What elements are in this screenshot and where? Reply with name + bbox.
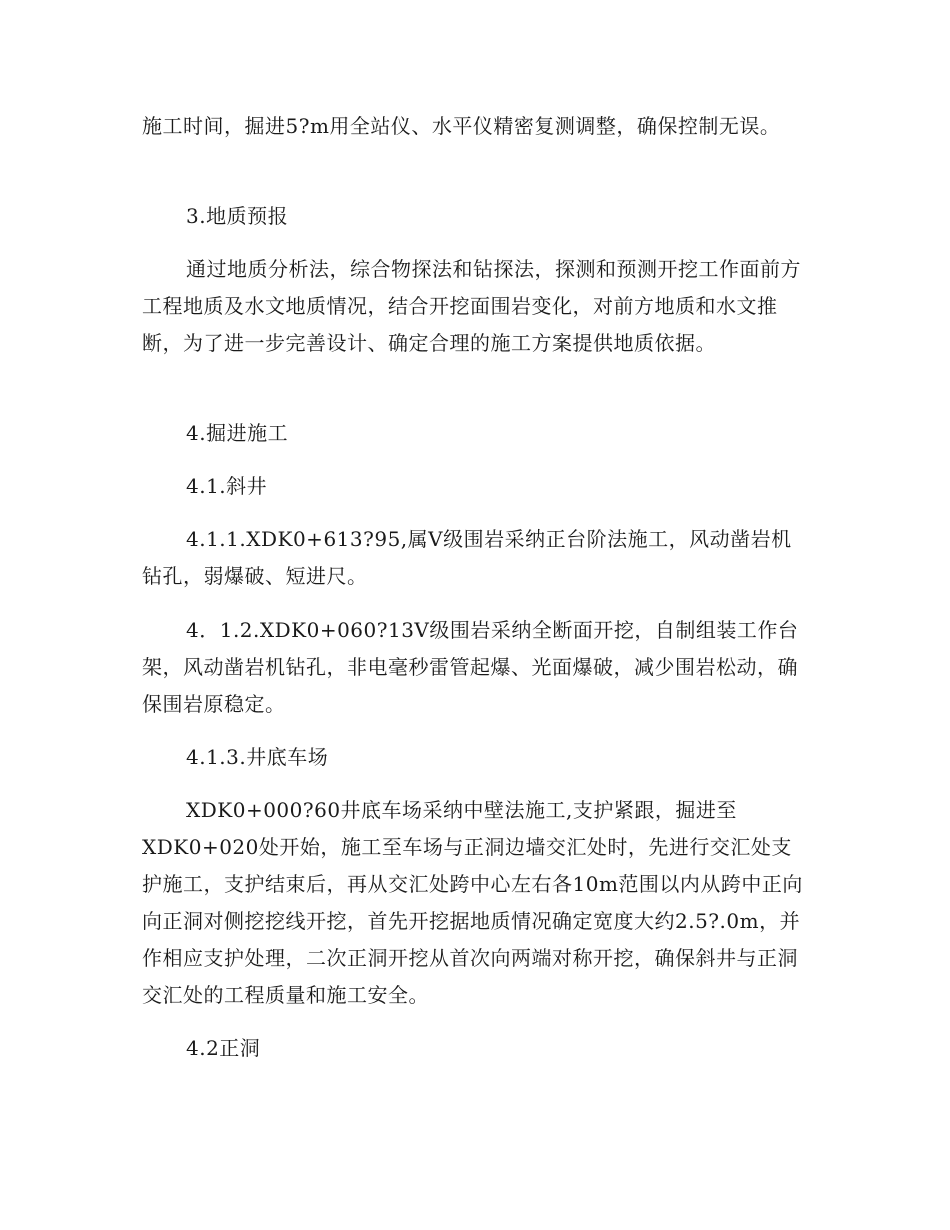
paragraph-4-1-1: 4.1.1.XDK0+613?95,属Ⅴ级围岩采纳正台阶法施工，风动凿岩机钻孔，弱爆破、短进尺。	[142, 527, 792, 588]
paragraph-geological-forecast: 通过地质分析法，综合物探法和钻探法，探测和预测开挖工作面前方工程地质及水文地质情况，结合开挖面围岩变化，对前方地质和水文推断，为了进一步完善设计、确定合理的施工方案提供地质依据。	[142, 257, 801, 355]
paragraph-4-1-3: XDK0+000?60井底车场采纳中壁法施工,支护紧跟，掘进至XDK0+020处开始，施工至车场与正洞边墙交汇处时，先进行交汇处支护施工，支护结束后，再从交汇处跨中心左右各10m范围以内从跨中正向向正洞对侧挖挖线开挖，首先开挖据地质情况确定宽度大约2.5?.0m，并作相应支护处理，二次正洞开挖从首次向两端对称开挖，确保斜井与正洞交汇处的工程质量和施工安全。	[142, 798, 803, 1007]
heading-main-tunnel: 4.2正洞	[186, 1036, 261, 1060]
heading-shaft-bottom-yard: 4.1.3.井底车场	[186, 745, 329, 769]
paragraph-construction-time: 施工时间，掘进5?m用全站仪、水平仪精密复测调整，确保控制无误。	[142, 114, 781, 138]
heading-excavation: 4.掘进施工	[186, 421, 289, 445]
heading-inclined-shaft: 4.1.斜井	[186, 474, 268, 498]
paragraph-4-1-2: 4．1.2.XDK0+060?13Ⅴ级围岩采纳全断面开挖，自制组装工作台架，风动凿岩机钻孔，非电毫秒雷管起爆、光面爆破，减少围岩松动，确保围岩原稳定。	[142, 618, 799, 716]
heading-geological-forecast: 3.地质预报	[186, 204, 289, 228]
